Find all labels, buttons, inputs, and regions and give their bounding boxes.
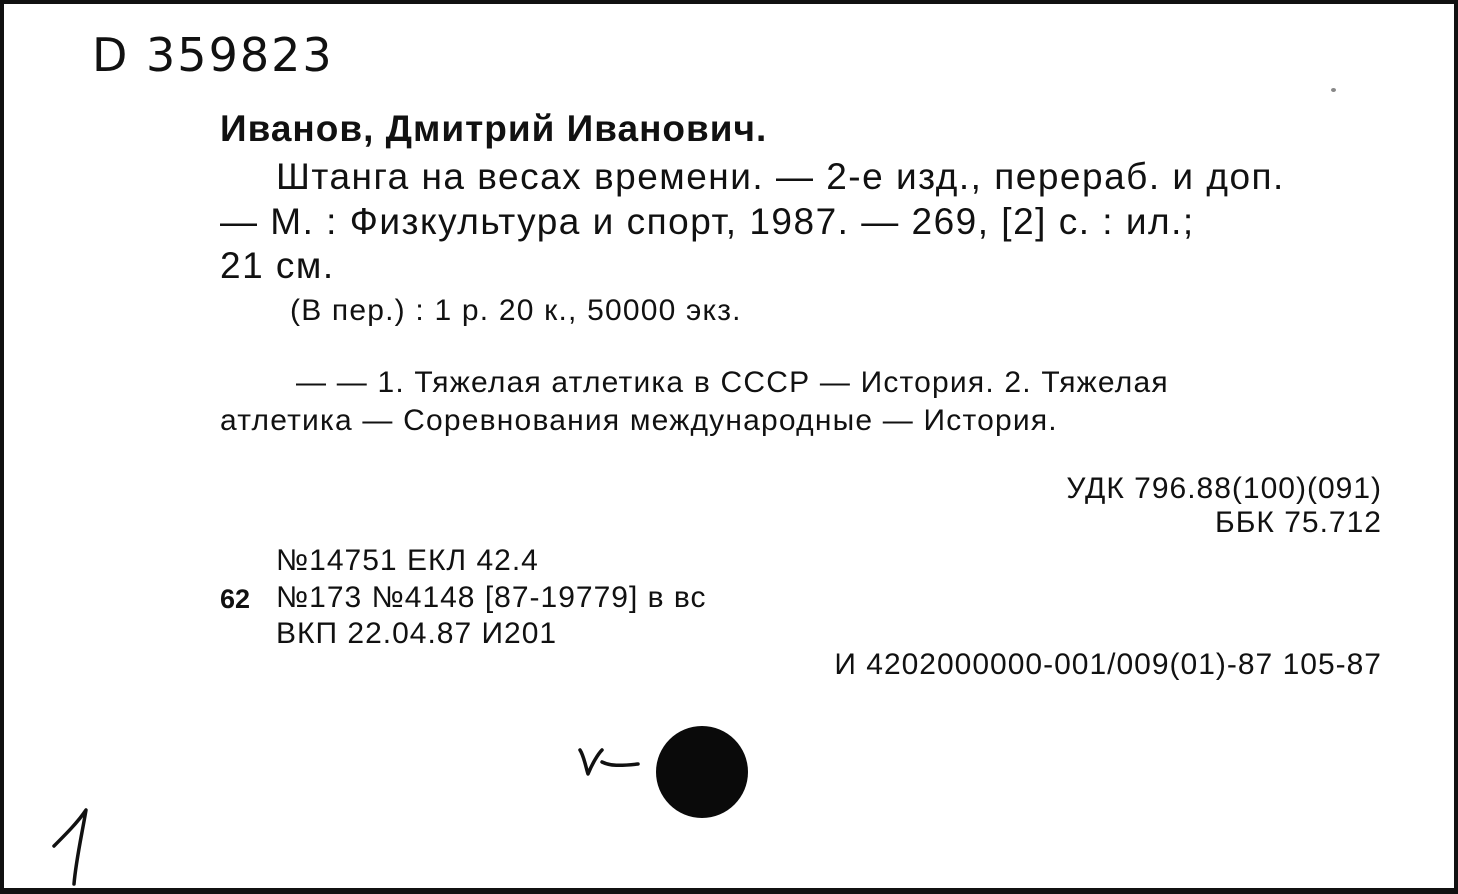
udk-code: УДК 796.88(100)(091) bbox=[1066, 472, 1382, 505]
registry-line-1: №14751 ЕКЛ 42.4 bbox=[276, 544, 539, 577]
ink-speck bbox=[1331, 88, 1336, 92]
isbn-line: И 4202000000-001/009(01)-87 105-87 bbox=[834, 648, 1382, 681]
registry-prefix: 62 bbox=[220, 584, 251, 614]
description-line-2: — М. : Физкультура и спорт, 1987. — 269, [2] с. : ил.; bbox=[220, 201, 1195, 242]
bbk-code: ББК 75.712 bbox=[1215, 506, 1382, 539]
handwritten-number-icon bbox=[48, 804, 98, 888]
punch-dot bbox=[656, 726, 748, 818]
registry-line-3: ВКП 22.04.87 И201 bbox=[276, 617, 558, 650]
subject-line-1: — — 1. Тяжелая атлетика в СССР — История. 2. Тяжелая bbox=[296, 366, 1169, 399]
inventory-number: D 359823 bbox=[92, 28, 334, 82]
registry-line-2: №173 №4148 [87-19779] в вс bbox=[276, 581, 707, 614]
description-line-3: 21 см. bbox=[220, 245, 335, 286]
author-heading: Иванов, Дмитрий Иванович. bbox=[220, 108, 768, 149]
price-line: (В пер.) : 1 р. 20 к., 50000 экз. bbox=[290, 294, 742, 327]
description-line-1: Штанга на весах времени. — 2-е изд., перераб. и доп. bbox=[276, 156, 1285, 197]
handwritten-mark-icon bbox=[576, 742, 646, 782]
subject-line-2: атлетика — Соревнования международные — История. bbox=[220, 404, 1058, 437]
